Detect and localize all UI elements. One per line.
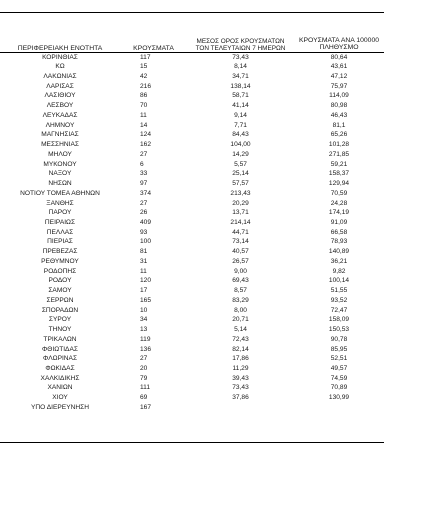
cell-region: ΛΑΣΙΘΙΟΥ xyxy=(44,92,76,100)
cell-cases: 13 xyxy=(140,326,148,334)
cell-avg7: 40,57 xyxy=(232,248,249,256)
table-row xyxy=(0,91,384,101)
cell-region: ΝΗΣΩΝ xyxy=(48,180,72,188)
cell-cases: 17 xyxy=(140,287,148,295)
cell-cases: 165 xyxy=(140,296,152,304)
cell-per100k: 90,78 xyxy=(330,335,348,343)
table-row xyxy=(0,228,384,238)
cell-per100k: 158,09 xyxy=(328,316,350,324)
cell-region: ΝΑΞΟΥ xyxy=(48,170,72,178)
table-row xyxy=(0,403,384,413)
cell-region: ΞΑΝΘΗΣ xyxy=(46,199,74,207)
cell-avg7: 11,29 xyxy=(232,365,249,372)
table-row xyxy=(0,257,384,267)
cell-avg7: 73,14 xyxy=(232,238,249,246)
cell-cases: 10 xyxy=(140,306,148,314)
cell-avg7: 17,86 xyxy=(232,355,249,363)
cell-cases: 27 xyxy=(140,199,148,207)
cell-cases: 374 xyxy=(140,189,152,197)
cell-avg7: 214,14 xyxy=(230,218,251,226)
cell-cases: 20 xyxy=(140,365,148,372)
cell-per100k: 85,95 xyxy=(330,345,348,353)
cell-avg7: 138,14 xyxy=(230,82,251,90)
cell-avg7 xyxy=(187,403,294,413)
cell-per100k: 51,55 xyxy=(330,287,348,295)
cell-avg7: 39,43 xyxy=(232,374,249,382)
cell-per100k: 9,82 xyxy=(332,267,346,275)
cell-region: ΤΗΝΟΥ xyxy=(48,326,72,334)
cell-avg7: 37,86 xyxy=(232,394,249,402)
cell-cases: 93 xyxy=(140,228,148,236)
cell-avg7: 25,14 xyxy=(232,170,249,178)
cell-per100k: 129,94 xyxy=(328,180,350,188)
cell-avg7: 20,71 xyxy=(232,316,249,324)
table-row xyxy=(0,345,384,355)
cell-cases: 6 xyxy=(140,160,144,168)
cell-cases: 81 xyxy=(140,248,148,256)
cell-region: ΝΟΤΙΟΥ ΤΟΜΕΑ ΑΘΗΝΩΝ xyxy=(20,189,100,197)
cell-avg7: 69,43 xyxy=(232,277,249,285)
cell-cases: 162 xyxy=(140,141,152,149)
cell-cases: 15 xyxy=(140,63,148,71)
table-row xyxy=(0,199,384,209)
cell-region: ΛΗΜΝΟΥ xyxy=(45,121,75,129)
cell-cases: 117 xyxy=(140,53,151,61)
cell-region: ΛΑΚΩΝΙΑΣ xyxy=(43,72,77,80)
cell-region: ΛΑΡΙΣΑΣ xyxy=(46,82,74,90)
table-row xyxy=(0,315,384,325)
cell-avg7: 13,71 xyxy=(232,209,249,217)
cell-per100k: 80,64 xyxy=(330,53,348,61)
cell-cases: 79 xyxy=(140,374,148,382)
table-row xyxy=(0,150,384,160)
table-body xyxy=(0,52,384,413)
cell-per100k: 100,14 xyxy=(328,277,350,285)
header-cases: ΚΡΟΥΣΜΑΤΑ xyxy=(133,44,174,52)
cell-region: ΜΑΓΝΗΣΙΑΣ xyxy=(41,131,79,139)
cell-avg7: 72,43 xyxy=(232,335,249,343)
table-header xyxy=(0,28,384,52)
cell-region: ΠΙΕΡΙΑΣ xyxy=(47,238,73,246)
cell-region: ΣΕΡΡΩΝ xyxy=(46,296,74,304)
cell-cases: 14 xyxy=(140,121,148,129)
cell-per100k: 93,52 xyxy=(330,296,348,304)
cell-avg7: 8,57 xyxy=(234,287,247,295)
header-region: ΠΕΡΙΦΕΡΕΙΑΚΗ ΕΝΟΤΗΤΑ xyxy=(17,44,103,52)
cell-region: ΠΕΙΡΑΙΩΣ xyxy=(44,218,76,226)
cell-avg7: 82,14 xyxy=(232,345,249,353)
cell-per100k: 66,58 xyxy=(330,228,348,236)
table-row xyxy=(0,111,384,121)
table-row xyxy=(0,52,384,62)
cell-per100k: 80,98 xyxy=(330,102,348,110)
header-per100k-line1: ΚΡΟΥΣΜΑΤΑ ΑΝΑ 100000 xyxy=(298,36,380,44)
cell-per100k: 70,89 xyxy=(330,384,348,392)
table-row xyxy=(0,374,384,384)
cell-cases: 31 xyxy=(140,257,148,265)
cell-region: ΣΠΟΡΑΔΩΝ xyxy=(41,306,79,314)
table-row xyxy=(0,130,384,140)
cell-region: ΛΕΣΒΟΥ xyxy=(46,102,74,110)
cell-avg7: 26,57 xyxy=(232,257,249,265)
cell-cases: 120 xyxy=(140,277,152,285)
table-row xyxy=(0,121,384,131)
table-row xyxy=(0,364,384,374)
cell-region: ΧΙΟΥ xyxy=(52,394,68,402)
cases-table-container xyxy=(0,28,384,413)
cell-cases: 27 xyxy=(140,355,148,363)
header-avg7-line1: ΜΕΣΟΣ ΟΡΟΣ ΚΡΟΥΣΜΑΤΩΝ xyxy=(196,37,285,45)
header-avg7 xyxy=(187,28,294,52)
table-row xyxy=(0,325,384,335)
cell-per100k: 59,21 xyxy=(330,160,348,168)
cell-region: ΜΥΚΟΝΟΥ xyxy=(43,160,77,168)
cell-region: ΡΟΔΟΠΗΣ xyxy=(43,267,77,275)
cell-avg7: 58,71 xyxy=(232,92,249,100)
cell-avg7: 41,14 xyxy=(232,102,249,110)
table-row xyxy=(0,189,384,199)
cell-avg7: 5,57 xyxy=(234,160,247,168)
top-rule xyxy=(0,12,384,13)
cell-cases: 167 xyxy=(140,403,152,411)
cell-per100k: 47,12 xyxy=(330,72,348,80)
table-row xyxy=(0,393,384,403)
cell-per100k: 174,19 xyxy=(328,209,350,217)
cell-per100k: 43,61 xyxy=(330,63,348,71)
cell-cases: 216 xyxy=(140,82,152,90)
cell-region: ΣΥΡΟΥ xyxy=(48,316,72,324)
cell-per100k: 158,37 xyxy=(328,170,350,178)
cell-avg7: 73,43 xyxy=(232,384,249,392)
cell-region: ΥΠΟ ΔΙΕΡΕΥΝΗΣΗ xyxy=(31,403,89,411)
cell-avg7: 44,71 xyxy=(232,228,249,236)
table-row xyxy=(0,286,384,296)
cell-per100k: 150,53 xyxy=(328,326,350,334)
cell-region: ΧΑΛΚΙΔΙΚΗΣ xyxy=(40,374,80,382)
cell-region: ΦΩΚΙΔΑΣ xyxy=(45,365,75,372)
cell-cases: 69 xyxy=(140,394,148,402)
cell-per100k: 74,59 xyxy=(330,374,348,382)
table-row xyxy=(0,101,384,111)
cell-cases: 97 xyxy=(140,180,148,188)
cell-per100k: 75,97 xyxy=(330,82,348,90)
cell-region: ΠΡΕΒΕΖΑΣ xyxy=(42,248,78,256)
cell-avg7: 57,57 xyxy=(232,180,249,188)
header-avg7-line2: ΤΟΝ ΤΕΛΕΥΤΑΙΩΝ 7 ΗΜΕΡΩΝ xyxy=(195,44,286,52)
table-row xyxy=(0,208,384,218)
cell-cases: 11 xyxy=(140,111,147,119)
cell-per100k: 36,21 xyxy=(330,257,348,265)
table-row xyxy=(0,276,384,286)
cell-region: ΦΘΙΩΤΙΔΑΣ xyxy=(42,345,78,353)
cell-avg7: 8,14 xyxy=(234,63,247,71)
cell-avg7: 8,00 xyxy=(234,306,247,314)
cell-avg7: 9,00 xyxy=(234,267,247,275)
cell-per100k: 72,47 xyxy=(330,306,348,314)
cell-cases: 34 xyxy=(140,316,148,324)
cell-per100k: 49,57 xyxy=(330,365,348,372)
cell-cases: 136 xyxy=(140,345,152,353)
cell-cases: 26 xyxy=(140,209,148,217)
cell-region: ΦΛΩΡΙΝΑΣ xyxy=(42,355,78,363)
table-row xyxy=(0,296,384,306)
cell-per100k: 140,89 xyxy=(328,248,350,256)
table-row xyxy=(0,72,384,82)
cell-region: ΡΟΔΟΥ xyxy=(48,277,72,285)
cell-per100k: 271,85 xyxy=(328,150,350,158)
cell-avg7: 5,14 xyxy=(234,326,247,334)
cell-region: ΜΗΛΟΥ xyxy=(48,150,72,158)
cell-region: ΛΕΥΚΑΔΑΣ xyxy=(42,111,78,119)
header-per100k-line2: ΠΛΗΘΥΣΜΟ xyxy=(319,44,359,51)
cell-cases: 11 xyxy=(140,267,147,275)
table-row xyxy=(0,62,384,72)
table-row xyxy=(0,179,384,189)
table-row xyxy=(0,267,384,277)
table-row xyxy=(0,218,384,228)
cell-cases: 33 xyxy=(140,170,148,178)
cell-avg7: 104,00 xyxy=(230,141,251,149)
cell-cases: 111 xyxy=(140,384,151,392)
cell-per100k: 70,59 xyxy=(330,189,348,197)
cell-avg7: 84,43 xyxy=(232,131,249,139)
cell-per100k: 130,99 xyxy=(328,394,350,402)
cell-cases: 42 xyxy=(140,72,148,80)
table-row xyxy=(0,354,384,364)
table-row xyxy=(0,335,384,345)
cell-cases: 86 xyxy=(140,92,148,100)
cell-per100k: 101,28 xyxy=(328,141,350,149)
cell-per100k: 81,1 xyxy=(332,121,346,129)
table-row xyxy=(0,140,384,150)
cell-per100k: 52,51 xyxy=(330,355,348,363)
cell-cases: 100 xyxy=(140,238,152,246)
cell-avg7: 14,29 xyxy=(232,150,249,158)
cell-region: ΡΕΘΥΜΝΟΥ xyxy=(41,257,79,265)
cell-region: ΚΩ xyxy=(55,63,65,71)
cell-region: ΣΑΜΟΥ xyxy=(48,287,72,295)
cell-per100k: 114,09 xyxy=(329,92,349,100)
cell-per100k xyxy=(294,403,384,413)
cell-per100k: 65,26 xyxy=(330,131,348,139)
cell-region: ΠΕΛΛΑΣ xyxy=(46,228,74,236)
cell-avg7: 34,71 xyxy=(232,72,249,80)
cell-region: ΜΕΣΣΗΝΙΑΣ xyxy=(41,141,79,149)
cell-cases: 70 xyxy=(140,102,148,110)
table-row xyxy=(0,237,384,247)
cell-per100k: 46,43 xyxy=(330,111,348,119)
cell-per100k: 24,28 xyxy=(330,199,348,207)
cell-cases: 27 xyxy=(140,150,148,158)
table-row xyxy=(0,169,384,179)
cell-region: ΤΡΙΚΑΛΩΝ xyxy=(43,335,77,343)
header-per100k xyxy=(294,28,384,52)
cell-avg7: 7,71 xyxy=(234,121,247,129)
cell-cases: 119 xyxy=(140,335,151,343)
table-row xyxy=(0,306,384,316)
cell-avg7: 83,29 xyxy=(232,296,249,304)
table-row xyxy=(0,247,384,257)
cell-avg7: 20,29 xyxy=(232,199,249,207)
cell-region: ΚΟΡΙΝΘΙΑΣ xyxy=(42,53,78,61)
cell-avg7: 213,43 xyxy=(230,189,251,197)
cell-per100k: 78,93 xyxy=(330,238,348,246)
bottom-rule xyxy=(0,442,384,443)
cell-region: ΧΑΝΙΩΝ xyxy=(47,384,73,392)
table-row xyxy=(0,82,384,92)
table-row xyxy=(0,160,384,170)
cell-cases: 409 xyxy=(140,218,152,226)
cases-table xyxy=(0,28,384,413)
cell-per100k: 91,09 xyxy=(330,218,348,226)
cell-avg7: 73,43 xyxy=(232,53,249,61)
cell-cases: 124 xyxy=(140,131,152,139)
cell-region: ΠΑΡΟΥ xyxy=(48,209,72,217)
cell-avg7: 9,14 xyxy=(234,111,247,119)
table-row xyxy=(0,383,384,393)
